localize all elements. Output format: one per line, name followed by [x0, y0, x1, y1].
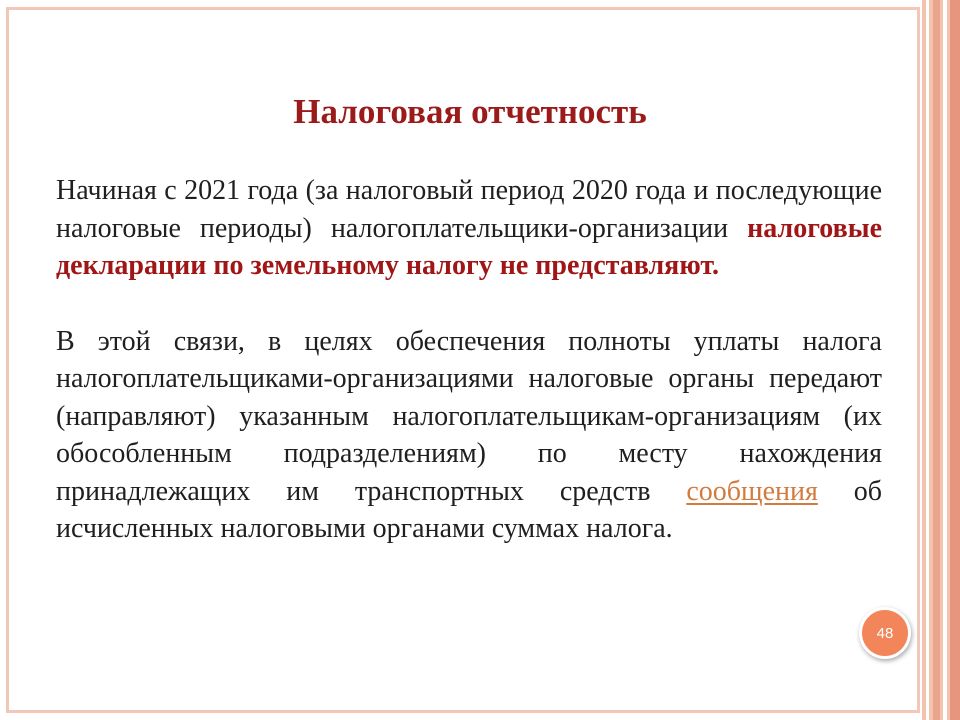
messages-link[interactable]: сообщения — [686, 475, 818, 507]
slide-title: Налоговая отчетность — [293, 92, 647, 131]
paragraph-1 — [56, 172, 882, 285]
page-number-badge: 48 — [859, 607, 911, 659]
paragraph-2-text-before: В этой связи, в целях обеспечения полноты уплаты налога налогоплательщиками-организациями налоговые органы передают (направляют) указанным налогоплательщикам-организациям (их обособленным подразделениям) по месту нахождения принадлежащих им транспортных средств — [56, 325, 882, 507]
slide-body — [56, 172, 882, 586]
paragraph-1-text: Начиная с 2021 года (за налоговый период 2020 года и последующие налоговые периоды) налогоплательщики-организации — [56, 175, 882, 244]
stripe — [943, 0, 947, 720]
paragraph-2-text-after: об исчисленных налоговыми органами суммах налога. — [56, 475, 883, 544]
stripe — [950, 0, 960, 720]
paragraph-2 — [56, 323, 882, 548]
paragraph-1-highlight: налоговые декларации по земельному налогу не представляют. — [56, 212, 882, 281]
